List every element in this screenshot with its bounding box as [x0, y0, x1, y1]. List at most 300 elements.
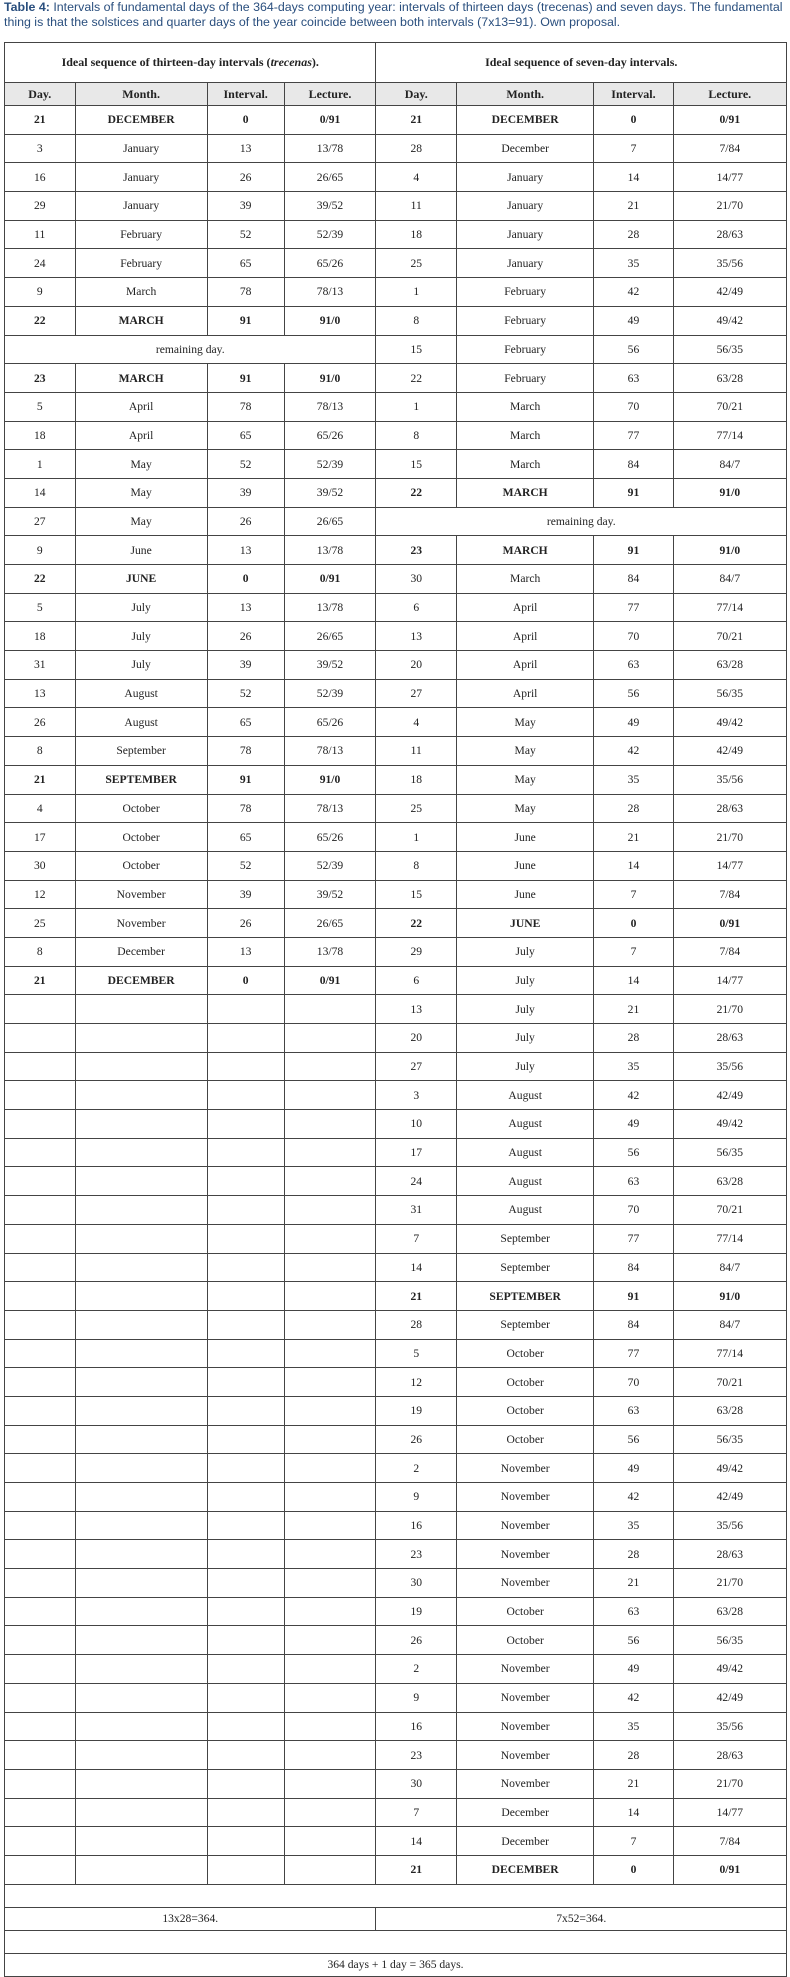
left-day-cell: 18 [5, 622, 76, 651]
right-interval-cell: 56 [594, 1626, 673, 1655]
right-day-cell: 20 [376, 651, 457, 680]
table-row [5, 1798, 787, 1827]
right-month-cell: January [457, 163, 594, 192]
left-interval-cell: 91 [207, 765, 284, 794]
right-day-cell: 14 [376, 1253, 457, 1282]
right-day-cell: 6 [376, 966, 457, 995]
right-day-cell: 1 [376, 278, 457, 307]
right-month-cell: July [457, 1024, 594, 1053]
remaining-day-cell: remaining day. [376, 507, 787, 536]
left-lecture-cell [284, 1483, 376, 1512]
left-interval-cell: 39 [207, 478, 284, 507]
left-day-cell: 23 [5, 364, 76, 393]
right-interval-cell: 7 [594, 134, 673, 163]
right-day-cell: 10 [376, 1110, 457, 1139]
table-row [5, 765, 787, 794]
right-month-cell: March [457, 450, 594, 479]
left-day-cell: 21 [5, 966, 76, 995]
right-interval-cell: 56 [594, 679, 673, 708]
left-day-cell: 4 [5, 794, 76, 823]
right-day-cell: 12 [376, 1368, 457, 1397]
left-interval-cell [207, 1052, 284, 1081]
table-row [5, 306, 787, 335]
left-lecture-cell: 52/39 [284, 679, 376, 708]
table-row [5, 249, 787, 278]
left-month-cell: MARCH [75, 306, 207, 335]
table-row [5, 794, 787, 823]
right-lecture-cell: 7/84 [673, 1827, 786, 1856]
left-month-cell [75, 1224, 207, 1253]
left-lecture-cell [284, 1741, 376, 1770]
right-day-cell: 22 [376, 909, 457, 938]
right-interval-cell: 14 [594, 966, 673, 995]
right-lecture-cell: 63/28 [673, 1167, 786, 1196]
left-interval-cell: 52 [207, 450, 284, 479]
left-lecture-cell: 13/78 [284, 536, 376, 565]
right-day-cell: 9 [376, 1683, 457, 1712]
right-day-cell: 29 [376, 937, 457, 966]
left-month-cell: JUNE [75, 565, 207, 594]
right-lecture-cell: 56/35 [673, 335, 786, 364]
right-month-cell: August [457, 1081, 594, 1110]
right-interval-cell: 63 [594, 364, 673, 393]
left-lecture-cell [284, 1425, 376, 1454]
right-lecture-cell: 35/56 [673, 1052, 786, 1081]
left-month-cell: SEPTEMBER [75, 765, 207, 794]
left-day-cell: 22 [5, 306, 76, 335]
col-header-month: Month. [75, 83, 207, 106]
right-day-cell: 8 [376, 851, 457, 880]
right-month-cell: November [457, 1769, 594, 1798]
right-lecture-cell: 28/63 [673, 794, 786, 823]
left-interval-cell [207, 1138, 284, 1167]
right-interval-cell: 14 [594, 163, 673, 192]
right-day-cell: 28 [376, 134, 457, 163]
left-month-cell [75, 1741, 207, 1770]
right-interval-cell: 28 [594, 1024, 673, 1053]
right-interval-cell: 49 [594, 1454, 673, 1483]
col-header-month: Month. [457, 83, 594, 106]
left-day-cell: 21 [5, 106, 76, 135]
spacer-cell [5, 1884, 787, 1907]
right-month-cell: June [457, 880, 594, 909]
right-month-cell: October [457, 1626, 594, 1655]
left-lecture-cell [284, 1052, 376, 1081]
left-interval-cell: 13 [207, 593, 284, 622]
table-row [5, 966, 787, 995]
right-month-cell: March [457, 565, 594, 594]
right-month-cell: January [457, 192, 594, 221]
right-interval-cell: 56 [594, 335, 673, 364]
right-lecture-cell: 42/49 [673, 1483, 786, 1512]
right-month-cell: November [457, 1569, 594, 1598]
left-month-cell: October [75, 794, 207, 823]
left-interval-cell [207, 1511, 284, 1540]
left-month-cell: July [75, 593, 207, 622]
right-day-cell: 19 [376, 1396, 457, 1425]
left-lecture-cell: 0/91 [284, 966, 376, 995]
right-interval-cell: 70 [594, 1196, 673, 1225]
right-day-cell: 17 [376, 1138, 457, 1167]
left-interval-cell [207, 995, 284, 1024]
right-lecture-cell: 42/49 [673, 278, 786, 307]
left-interval-cell [207, 1425, 284, 1454]
table-row [5, 421, 787, 450]
table-row [5, 1483, 787, 1512]
left-lecture-cell: 26/65 [284, 163, 376, 192]
left-day-cell: 5 [5, 392, 76, 421]
right-interval-cell: 91 [594, 478, 673, 507]
right-interval-cell: 14 [594, 1798, 673, 1827]
left-interval-cell [207, 1224, 284, 1253]
left-month-cell [75, 1253, 207, 1282]
left-interval-cell: 65 [207, 249, 284, 278]
left-lecture-cell [284, 1339, 376, 1368]
right-lecture-cell: 28/63 [673, 220, 786, 249]
left-interval-cell [207, 1827, 284, 1856]
left-month-cell [75, 1569, 207, 1598]
right-lecture-cell: 56/35 [673, 1138, 786, 1167]
right-month-cell: February [457, 335, 594, 364]
right-interval-cell: 63 [594, 1597, 673, 1626]
left-day-cell [5, 1454, 76, 1483]
left-month-cell [75, 1425, 207, 1454]
left-month-cell: May [75, 507, 207, 536]
left-lecture-cell [284, 1282, 376, 1311]
right-lecture-cell: 35/56 [673, 1511, 786, 1540]
right-lecture-cell: 42/49 [673, 1683, 786, 1712]
right-lecture-cell: 63/28 [673, 1597, 786, 1626]
right-interval-cell: 70 [594, 622, 673, 651]
right-month-cell: July [457, 995, 594, 1024]
right-day-cell: 16 [376, 1712, 457, 1741]
right-day-cell: 14 [376, 1827, 457, 1856]
right-month-cell: July [457, 966, 594, 995]
table-row [5, 1827, 787, 1856]
left-month-cell: January [75, 192, 207, 221]
left-month-cell: MARCH [75, 364, 207, 393]
left-lecture-cell [284, 1597, 376, 1626]
left-interval-cell: 52 [207, 679, 284, 708]
left-day-cell [5, 995, 76, 1024]
left-month-cell [75, 1483, 207, 1512]
left-lecture-cell [284, 1540, 376, 1569]
left-interval-cell [207, 1683, 284, 1712]
left-lecture-cell: 52/39 [284, 450, 376, 479]
right-lecture-cell: 49/42 [673, 1454, 786, 1483]
right-day-cell: 25 [376, 794, 457, 823]
left-day-cell: 31 [5, 651, 76, 680]
right-month-cell: September [457, 1253, 594, 1282]
left-interval-cell: 39 [207, 192, 284, 221]
left-interval-cell: 13 [207, 937, 284, 966]
right-lecture-cell: 63/28 [673, 1396, 786, 1425]
left-lecture-cell: 0/91 [284, 106, 376, 135]
right-interval-cell: 49 [594, 1110, 673, 1139]
left-interval-cell [207, 1769, 284, 1798]
left-interval-cell: 78 [207, 794, 284, 823]
right-lecture-cell: 77/14 [673, 593, 786, 622]
right-month-cell: DECEMBER [457, 1855, 594, 1884]
left-day-cell [5, 1626, 76, 1655]
left-month-cell [75, 1827, 207, 1856]
left-day-cell [5, 1310, 76, 1339]
right-month-cell: March [457, 421, 594, 450]
left-month-cell: February [75, 220, 207, 249]
left-month-cell: May [75, 478, 207, 507]
table-row [5, 1339, 787, 1368]
left-interval-cell: 78 [207, 392, 284, 421]
right-lecture-cell: 7/84 [673, 937, 786, 966]
right-month-cell: February [457, 306, 594, 335]
right-day-cell: 21 [376, 106, 457, 135]
table-row [5, 220, 787, 249]
table-row [5, 880, 787, 909]
left-lecture-cell: 91/0 [284, 765, 376, 794]
left-interval-cell: 52 [207, 851, 284, 880]
left-interval-cell: 91 [207, 364, 284, 393]
left-month-cell [75, 1339, 207, 1368]
right-lecture-cell: 21/70 [673, 823, 786, 852]
right-day-cell: 8 [376, 306, 457, 335]
left-lecture-cell [284, 1569, 376, 1598]
right-day-cell: 6 [376, 593, 457, 622]
left-day-cell: 8 [5, 937, 76, 966]
right-month-cell: July [457, 1052, 594, 1081]
table-row [5, 1052, 787, 1081]
table-row [5, 1655, 787, 1684]
right-day-cell: 26 [376, 1425, 457, 1454]
right-lecture-cell: 35/56 [673, 765, 786, 794]
right-lecture-cell: 14/77 [673, 851, 786, 880]
left-day-cell: 1 [5, 450, 76, 479]
right-interval-cell: 28 [594, 1540, 673, 1569]
left-lecture-cell [284, 1138, 376, 1167]
right-lecture-cell: 49/42 [673, 306, 786, 335]
left-day-cell [5, 1253, 76, 1282]
right-interval-cell: 21 [594, 823, 673, 852]
right-month-cell: May [457, 708, 594, 737]
left-interval-cell [207, 1253, 284, 1282]
left-day-cell: 16 [5, 163, 76, 192]
left-interval-cell: 52 [207, 220, 284, 249]
left-day-cell [5, 1339, 76, 1368]
right-month-cell: August [457, 1138, 594, 1167]
right-month-cell: August [457, 1167, 594, 1196]
right-interval-cell: 56 [594, 1425, 673, 1454]
table-row [5, 1712, 787, 1741]
left-day-cell [5, 1425, 76, 1454]
left-month-cell: October [75, 823, 207, 852]
right-lecture-cell: 7/84 [673, 134, 786, 163]
left-lecture-cell: 39/52 [284, 651, 376, 680]
left-lecture-cell: 26/65 [284, 507, 376, 536]
table-row [5, 1425, 787, 1454]
left-day-cell: 9 [5, 278, 76, 307]
right-day-cell: 2 [376, 1454, 457, 1483]
left-interval-cell [207, 1282, 284, 1311]
right-lecture-cell: 42/49 [673, 1081, 786, 1110]
right-day-cell: 18 [376, 220, 457, 249]
table-row [5, 106, 787, 135]
right-interval-cell: 77 [594, 1339, 673, 1368]
right-interval-cell: 56 [594, 1138, 673, 1167]
left-day-cell [5, 1196, 76, 1225]
left-month-cell: April [75, 392, 207, 421]
left-day-cell: 8 [5, 737, 76, 766]
left-month-cell: November [75, 909, 207, 938]
left-month-cell [75, 1024, 207, 1053]
left-interval-cell: 39 [207, 880, 284, 909]
table-row [5, 1024, 787, 1053]
table-row [5, 1110, 787, 1139]
right-interval-cell: 91 [594, 1282, 673, 1311]
table-row [5, 851, 787, 880]
spacer-row [5, 1884, 787, 1907]
left-lecture-cell [284, 1683, 376, 1712]
right-interval-cell: 35 [594, 249, 673, 278]
right-lecture-cell: 84/7 [673, 565, 786, 594]
left-month-cell: February [75, 249, 207, 278]
right-month-cell: April [457, 651, 594, 680]
right-month-cell: May [457, 794, 594, 823]
table-row [5, 995, 787, 1024]
table-row [5, 335, 787, 364]
left-lecture-cell [284, 1626, 376, 1655]
right-interval-cell: 84 [594, 1310, 673, 1339]
left-interval-cell [207, 1855, 284, 1884]
left-month-cell [75, 1540, 207, 1569]
right-day-cell: 30 [376, 565, 457, 594]
left-day-cell [5, 1511, 76, 1540]
table-row [5, 1511, 787, 1540]
table-row [5, 593, 787, 622]
right-interval-cell: 42 [594, 1483, 673, 1512]
left-lecture-cell [284, 1511, 376, 1540]
right-interval-cell: 77 [594, 421, 673, 450]
left-month-cell: April [75, 421, 207, 450]
right-lecture-cell: 70/21 [673, 392, 786, 421]
table-row [5, 1396, 787, 1425]
right-month-cell: June [457, 823, 594, 852]
left-day-cell [5, 1368, 76, 1397]
right-interval-cell: 28 [594, 1741, 673, 1770]
left-lecture-cell: 26/65 [284, 909, 376, 938]
right-lecture-cell: 35/56 [673, 249, 786, 278]
right-day-cell: 28 [376, 1310, 457, 1339]
right-month-cell: November [457, 1511, 594, 1540]
left-interval-cell [207, 1569, 284, 1598]
right-day-cell: 11 [376, 737, 457, 766]
right-day-cell: 22 [376, 478, 457, 507]
right-lecture-cell: 35/56 [673, 1712, 786, 1741]
left-day-cell: 14 [5, 478, 76, 507]
right-lecture-cell: 21/70 [673, 192, 786, 221]
col-header-interval: Interval. [207, 83, 284, 106]
right-interval-cell: 84 [594, 450, 673, 479]
left-interval-cell [207, 1196, 284, 1225]
right-month-cell: DECEMBER [457, 106, 594, 135]
left-day-cell [5, 1712, 76, 1741]
left-month-cell [75, 995, 207, 1024]
left-day-cell: 21 [5, 765, 76, 794]
left-interval-cell [207, 1626, 284, 1655]
left-lecture-cell: 65/26 [284, 249, 376, 278]
right-lecture-cell: 70/21 [673, 1368, 786, 1397]
right-day-cell: 4 [376, 708, 457, 737]
left-month-cell: DECEMBER [75, 106, 207, 135]
left-lecture-cell: 91/0 [284, 364, 376, 393]
right-month-cell: March [457, 392, 594, 421]
seven-day-total: 7x52=364. [376, 1907, 787, 1930]
left-day-cell [5, 1540, 76, 1569]
right-month-cell: May [457, 737, 594, 766]
left-day-cell: 26 [5, 708, 76, 737]
left-month-cell: August [75, 708, 207, 737]
col-header-day: Day. [5, 83, 76, 106]
right-month-cell: October [457, 1597, 594, 1626]
left-lecture-cell: 26/65 [284, 622, 376, 651]
right-interval-cell: 63 [594, 651, 673, 680]
left-lecture-cell [284, 1024, 376, 1053]
right-month-cell: May [457, 765, 594, 794]
left-day-cell: 29 [5, 192, 76, 221]
right-month-cell: November [457, 1683, 594, 1712]
left-lecture-cell: 78/13 [284, 794, 376, 823]
right-day-cell: 15 [376, 450, 457, 479]
right-month-cell: JUNE [457, 909, 594, 938]
right-lecture-cell: 7/84 [673, 880, 786, 909]
right-interval-cell: 77 [594, 593, 673, 622]
left-lecture-cell [284, 1655, 376, 1684]
right-interval-cell: 35 [594, 1511, 673, 1540]
left-month-cell [75, 1282, 207, 1311]
right-month-cell: October [457, 1425, 594, 1454]
table-row [5, 364, 787, 393]
left-lecture-cell: 39/52 [284, 478, 376, 507]
right-lecture-cell: 84/7 [673, 1253, 786, 1282]
right-interval-cell: 91 [594, 536, 673, 565]
right-day-cell: 23 [376, 1741, 457, 1770]
right-interval-cell: 35 [594, 1712, 673, 1741]
left-month-cell [75, 1196, 207, 1225]
right-month-cell: April [457, 593, 594, 622]
left-interval-cell [207, 1483, 284, 1512]
col-header-lecture: Lecture. [673, 83, 786, 106]
table-row [5, 392, 787, 421]
table-row [5, 163, 787, 192]
left-interval-cell [207, 1081, 284, 1110]
left-day-cell: 13 [5, 679, 76, 708]
left-interval-cell: 26 [207, 622, 284, 651]
totals-row [5, 1907, 787, 1930]
right-day-cell: 24 [376, 1167, 457, 1196]
right-day-cell: 22 [376, 364, 457, 393]
left-month-cell [75, 1310, 207, 1339]
right-interval-cell: 42 [594, 737, 673, 766]
left-lecture-cell: 39/52 [284, 880, 376, 909]
right-month-cell: February [457, 364, 594, 393]
left-lecture-cell [284, 1827, 376, 1856]
left-lecture-cell: 52/39 [284, 220, 376, 249]
left-interval-cell: 78 [207, 737, 284, 766]
right-day-cell: 2 [376, 1655, 457, 1684]
left-lecture-cell: 78/13 [284, 278, 376, 307]
right-lecture-cell: 56/35 [673, 1626, 786, 1655]
left-day-cell: 22 [5, 565, 76, 594]
right-day-cell: 15 [376, 880, 457, 909]
left-interval-cell [207, 1339, 284, 1368]
